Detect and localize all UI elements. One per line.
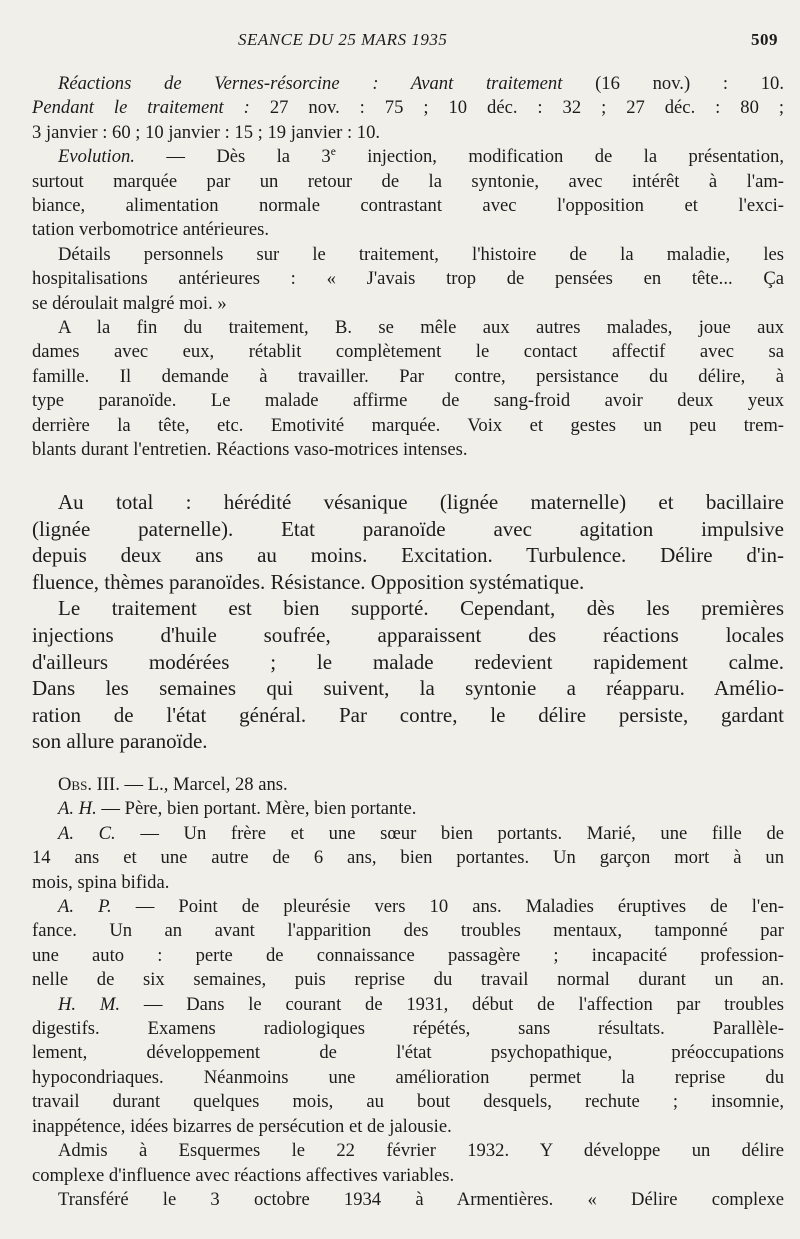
hm-label: H. M. xyxy=(58,993,121,1015)
details-line-3: se déroulait malgré moi. » xyxy=(32,292,227,314)
ac-label: A. C. xyxy=(58,822,116,844)
hm-line-3: lement, développement de l'état psychopathique, préoccupations xyxy=(32,1042,784,1064)
ap-line-1: A. P. — Point de pleurésie vers 10 ans. Maladies éruptives de l'en- xyxy=(58,896,784,918)
evolution-line-4: tation verbomotrice antérieures. xyxy=(32,219,269,241)
hm-line-5: travail durant quelques mois, au bout desquels, rechute ; insomnie, xyxy=(32,1091,784,1113)
evolution-line-1: Evolution. — Dès la 3e injection, modification de la présentation, xyxy=(58,146,784,168)
ap-label: A. P. xyxy=(58,896,112,918)
evolution-line-2: surtout marquée par un retour de la syntonie, avec intérêt à l'am- xyxy=(32,170,784,192)
admis-line-2: complexe d'influence avec réactions affectives variables. xyxy=(32,1164,455,1186)
pendant-label: Pendant le traitement : xyxy=(32,97,250,119)
hm-line-4: hypocondriaques. Néanmoins une amélioration permet la reprise du xyxy=(32,1066,784,1088)
hm-line-2: digestifs. Examens radiologiques répétés, sans résultats. Parallèle- xyxy=(32,1018,784,1040)
evolution-line-3: biance, alimentation normale contrastant avec l'opposition et l'exci- xyxy=(32,195,784,217)
fin-line-3: famille. Il demande à travailler. Par contre, persistance du délire, à xyxy=(32,365,784,387)
fin-line-6: blants durant l'entretien. Réactions vaso-motrices intenses. xyxy=(32,439,468,461)
ap-line-3: une auto : perte de connaissance passagère ; incapacité profession- xyxy=(32,944,784,966)
fin-line-1: A la fin du traitement, B. se mêle aux autres malades, joue aux xyxy=(58,317,784,339)
traitement-line-2: injections d'huile soufrée, apparaissent des réactions locales xyxy=(32,622,784,647)
page-number: 509 xyxy=(751,30,778,49)
vernes-label: Réactions de Vernes-résorcine : Avant traitement xyxy=(58,73,563,94)
ac-line-3: mois, spina bifida. xyxy=(32,871,170,893)
ap-line-2: fance. Un an avant l'apparition des troubles mentaux, tamponné par xyxy=(32,920,784,942)
admis-line-1: Admis à Esquermes le 22 février 1932. Y développe un délire xyxy=(58,1140,784,1162)
ac-line-1: A. C. — Un frère et une sœur bien portants. Marié, une fille de xyxy=(58,822,784,844)
ah-line: A. H. — Père, bien portant. Mère, bien portante. xyxy=(58,798,417,820)
hm-line-6: inappétence, idées bizarres de persécution et de jalousie. xyxy=(32,1115,452,1137)
page-header xyxy=(0,30,800,58)
total-line-2: (lignée paternelle). Etat paranoïde avec agitation impulsive xyxy=(32,516,784,541)
case-details-section xyxy=(32,72,784,463)
obs3-label: Obs. III. xyxy=(58,774,120,795)
transfere-line-1: Transféré le 3 octobre 1934 à Armentières. « Délire complexe xyxy=(58,1188,784,1210)
traitement-line-4: Dans les semaines qui suivent, la syntonie a réapparu. Amélio- xyxy=(32,676,784,701)
obs3-title: Obs. III. — L., Marcel, 28 ans. xyxy=(58,774,288,795)
traitement-line-1: Le traitement est bien supporté. Cependant, dès les premières xyxy=(58,596,784,621)
ac-line-2: 14 ans et une autre de 6 ans, bien portantes. Un garçon mort à un xyxy=(32,847,784,869)
running-title: SEANCE DU 25 MARS 1935 xyxy=(238,30,448,49)
fin-line-5: derrière la tête, etc. Emotivité marquée. Voix et gestes un peu trem- xyxy=(32,414,784,436)
evolution-label: Evolution. xyxy=(58,146,135,168)
details-line-2: hospitalisations antérieures : « J'avais trop de pensées en tête... Ça xyxy=(32,268,784,290)
traitement-line-5: ration de l'état général. Par contre, le délire persiste, gardant xyxy=(32,702,784,727)
ah-label: A. H. xyxy=(58,798,97,820)
total-line-3: depuis deux ans au moins. Excitation. Turbulence. Délire d'in- xyxy=(32,543,784,568)
traitement-line-6: son allure paranoïde. xyxy=(32,729,208,754)
fin-line-4: type paranoïde. Le malade affirme de sang-froid avoir deux yeux xyxy=(32,390,784,412)
fin-line-2: dames avec eux, rétablit complètement le contact affectif avec sa xyxy=(32,341,784,363)
observation-3-section xyxy=(32,773,784,1212)
total-line-4: fluence, thèmes paranoïdes. Résistance. Opposition systématique. xyxy=(32,569,585,594)
hm-line-1: H. M. — Dans le courant de 1931, début de l'affection par troubles xyxy=(58,993,784,1015)
vernes-line-2: Pendant le traitement : 27 nov. : 75 ; 10 déc. : 32 ; 27 déc. : 80 ; xyxy=(32,97,785,119)
total-line-1: Au total : hérédité vésanique (lignée maternelle) et bacillaire xyxy=(58,490,784,514)
vernes-line-1: Réactions de Vernes-résorcine : Avant traitement (16 nov.) : 10. xyxy=(58,73,784,94)
traitement-line-3: d'ailleurs modérées ; le malade redevient rapidement calme. xyxy=(32,649,784,674)
summary-section xyxy=(32,489,784,755)
vernes-line-3: 3 janvier : 60 ; 10 janvier : 15 ; 19 janvier : 10. xyxy=(32,121,381,143)
ap-line-4: nelle de six semaines, puis reprise du travail normal durant un an. xyxy=(32,969,784,991)
details-line-1: Détails personnels sur le traitement, l'histoire de la maladie, les xyxy=(58,243,784,265)
